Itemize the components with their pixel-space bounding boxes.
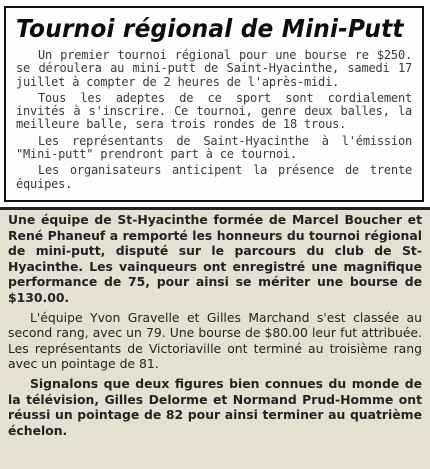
announcement-paragraph: Tous les adeptes de ce sport sont cordialement invités à s'inscrire. Ce tournoi, genre deux balles, la meilleure balle, sera trois rondes de 18 trous.: [16, 90, 412, 132]
newspaper-clipping-results: [0, 210, 430, 469]
announcement-paragraph: Les organisateurs anticipent la présence de trente équipes.: [16, 163, 412, 191]
announcement-paragraph: Un premier tournoi régional pour une bourse re $250. se déroulera au mini-putt de Saint-Hyacinthe, samedi 17 juillet à compter de 2 heures de l'après-midi.: [16, 48, 412, 89]
results-paragraph: Une équipe de St-Hyacinthe formée de Marcel Boucher et René Phaneuf a remporté les honneurs du tournoi régional de mini-putt, disputé sur le parcours du club de St-Hyacinthe. Les vainqueurs ont enregistré une magnifique performance de 75, pour ainsi se mériter une bourse de $130.00.: [8, 212, 422, 305]
headline: Tournoi régional de Mini-Putt: [16, 14, 404, 43]
newspaper-clipping-announcement: [0, 0, 430, 207]
announcement-box: [4, 6, 424, 202]
results-paragraph: L'équipe Yvon Gravelle et Gilles Marchand s'est classée au second rang, avec un 79. Une bourse de $80.00 leur fut attribuée. Les représentants de Victoriaville ont terminé au troisième rang avec un pointage de 81.: [8, 309, 422, 372]
announcement-paragraph: Les représentants de Saint-Hyacinthe à l'émission "Mini-putt" prendront part à ce tournoi.: [16, 133, 412, 162]
results-paragraph: Signalons que deux figures bien connues du monde de la télévision, Gilles Delorme et Normand Prud-Homme ont réussi un pointage de 82 pour ainsi terminer au quatrième échelon.: [8, 375, 422, 438]
